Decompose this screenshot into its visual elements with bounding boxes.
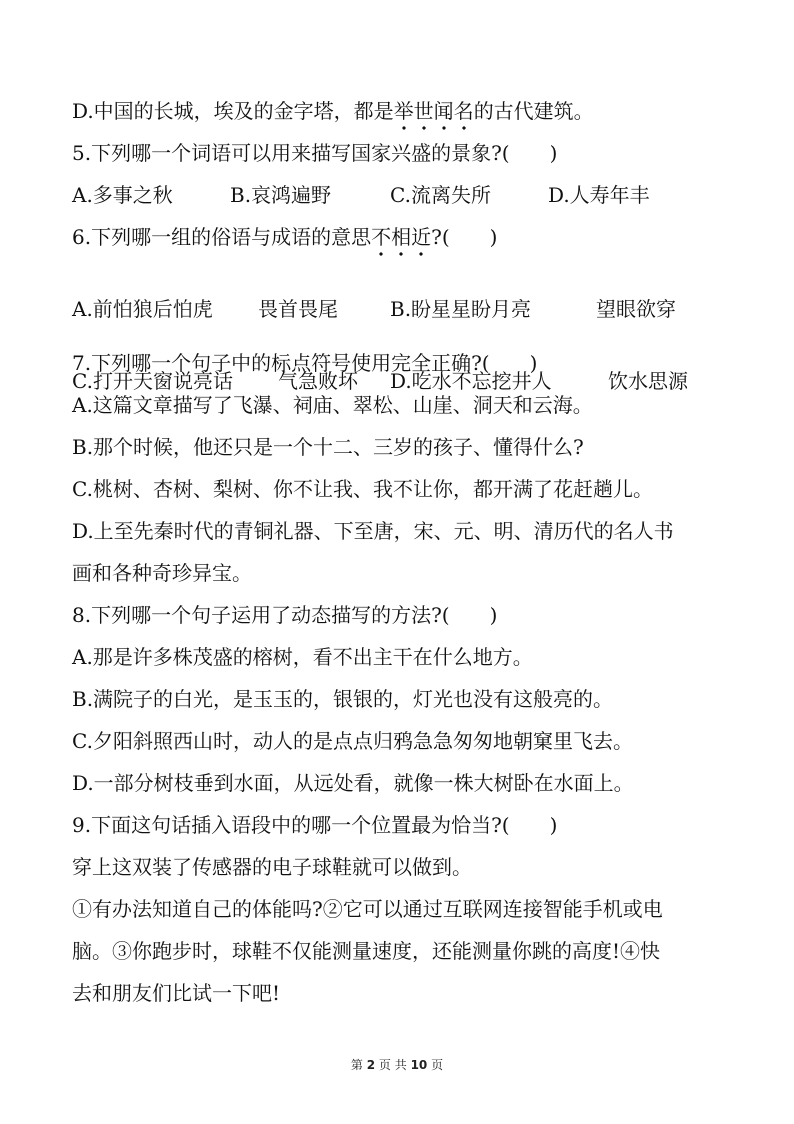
q7-option-d-line-2: 画和各种奇珍异宝。 bbox=[72, 561, 252, 585]
q8-option-c[interactable]: C.夕阳斜照西山时，动人的是点点归鸦急急匆匆地朝窠里飞去。 bbox=[72, 729, 633, 753]
q5-option-c[interactable]: C.流离失所 bbox=[390, 183, 491, 207]
q7-option-b[interactable]: B.那个时候，他还只是一个十二、三岁的孩子、懂得什么? bbox=[72, 435, 584, 459]
q4-option-d-emphasis: 举世闻名 bbox=[393, 99, 474, 123]
q5-stem: 5.下列哪一个词语可以用来描写国家兴盛的景象?( ) bbox=[72, 141, 558, 165]
q8-stem: 8.下列哪一个句子运用了动态描写的方法?( ) bbox=[72, 603, 498, 627]
q4-option-d bbox=[72, 96, 732, 126]
q8-option-a[interactable]: A.那是许多株茂盛的榕树，看不出主干在什么地方。 bbox=[72, 645, 533, 669]
footer-suffix: 页 bbox=[431, 1058, 444, 1072]
q9-stem: 9.下面这句话插入语段中的哪一个位置最为恰当?( ) bbox=[72, 813, 558, 837]
q6-stem-text: 6.下列哪一组的俗语与成语的意思 bbox=[72, 225, 372, 249]
q7-option-d-line-1[interactable]: D.上至先秦时代的青铜礼器、下至唐，宋、元、明、清历代的名人书 bbox=[72, 519, 674, 543]
footer-page-number: 2 bbox=[366, 1058, 376, 1072]
q6-options-row-1 bbox=[72, 294, 732, 324]
q4-option-d-tail: 的古代建筑。 bbox=[473, 99, 594, 123]
footer-middle: 页 共 bbox=[378, 1058, 407, 1072]
q6-option-b-idiom: 望眼欲穿 bbox=[596, 297, 676, 321]
q8-option-d[interactable]: D.一部分树枝垂到水面，从远处看，就像一株大树卧在水面上。 bbox=[72, 771, 634, 795]
page-footer bbox=[0, 1057, 794, 1073]
q6-option-c-idiom: 气急败坏 bbox=[278, 369, 358, 393]
q6-option-c[interactable]: C.打开天窗说亮话 bbox=[72, 369, 233, 393]
q7-option-a[interactable]: A.这篇文章描写了飞瀑、祠庙、翠松、山崖、洞天和云海。 bbox=[72, 393, 593, 417]
q6-option-a-idiom: 畏首畏尾 bbox=[258, 297, 338, 321]
q5-option-a[interactable]: A.多事之秋 bbox=[72, 183, 173, 207]
q7-stem: 7.下列哪一个句子中的标点符号使用完全正确?( ) bbox=[72, 351, 538, 375]
footer-prefix: 第 bbox=[350, 1058, 363, 1072]
q4-option-d-text: D.中国的长城，埃及的金字塔，都是 bbox=[72, 99, 394, 123]
q5-options bbox=[72, 180, 732, 210]
q9-passage-line-1: ①有办法知道自己的体能吗?②它可以通过互联网连接智能手机或电 bbox=[72, 897, 663, 921]
q6-stem-tail: ?( ) bbox=[431, 225, 498, 249]
q9-passage-line-2: 脑。③你跑步时，球鞋不仅能测量速度，还能测量你跳的高度!④快 bbox=[72, 939, 661, 963]
q5-option-b[interactable]: B.哀鸿遍野 bbox=[230, 183, 332, 207]
q6-option-d[interactable]: D.吃水不忘挖井人 bbox=[390, 369, 552, 393]
q8-option-b[interactable]: B.满院子的白光，是玉玉的，银银的，灯光也没有这般亮的。 bbox=[72, 687, 614, 711]
q5-option-d[interactable]: D.人寿年丰 bbox=[548, 183, 650, 207]
footer-total-pages: 10 bbox=[410, 1058, 428, 1072]
q9-passage-line-3: 去和朋友们比试一下吧! bbox=[72, 981, 281, 1005]
q7-option-c[interactable]: C.桃树、杏树、梨树、你不让我、我不让你，都开满了花赶趟儿。 bbox=[72, 477, 653, 501]
q6-stem-emphasis: 不相近 bbox=[371, 225, 432, 249]
q6-option-d-idiom: 饮水思源 bbox=[608, 369, 688, 393]
q6-option-b[interactable]: B.盼星星盼月亮 bbox=[390, 297, 532, 321]
q6-option-a[interactable]: A.前怕狼后怕虎 bbox=[72, 297, 213, 321]
q6-stem bbox=[72, 222, 732, 252]
q9-sentence: 穿上这双装了传感器的电子球鞋就可以做到。 bbox=[72, 855, 472, 879]
